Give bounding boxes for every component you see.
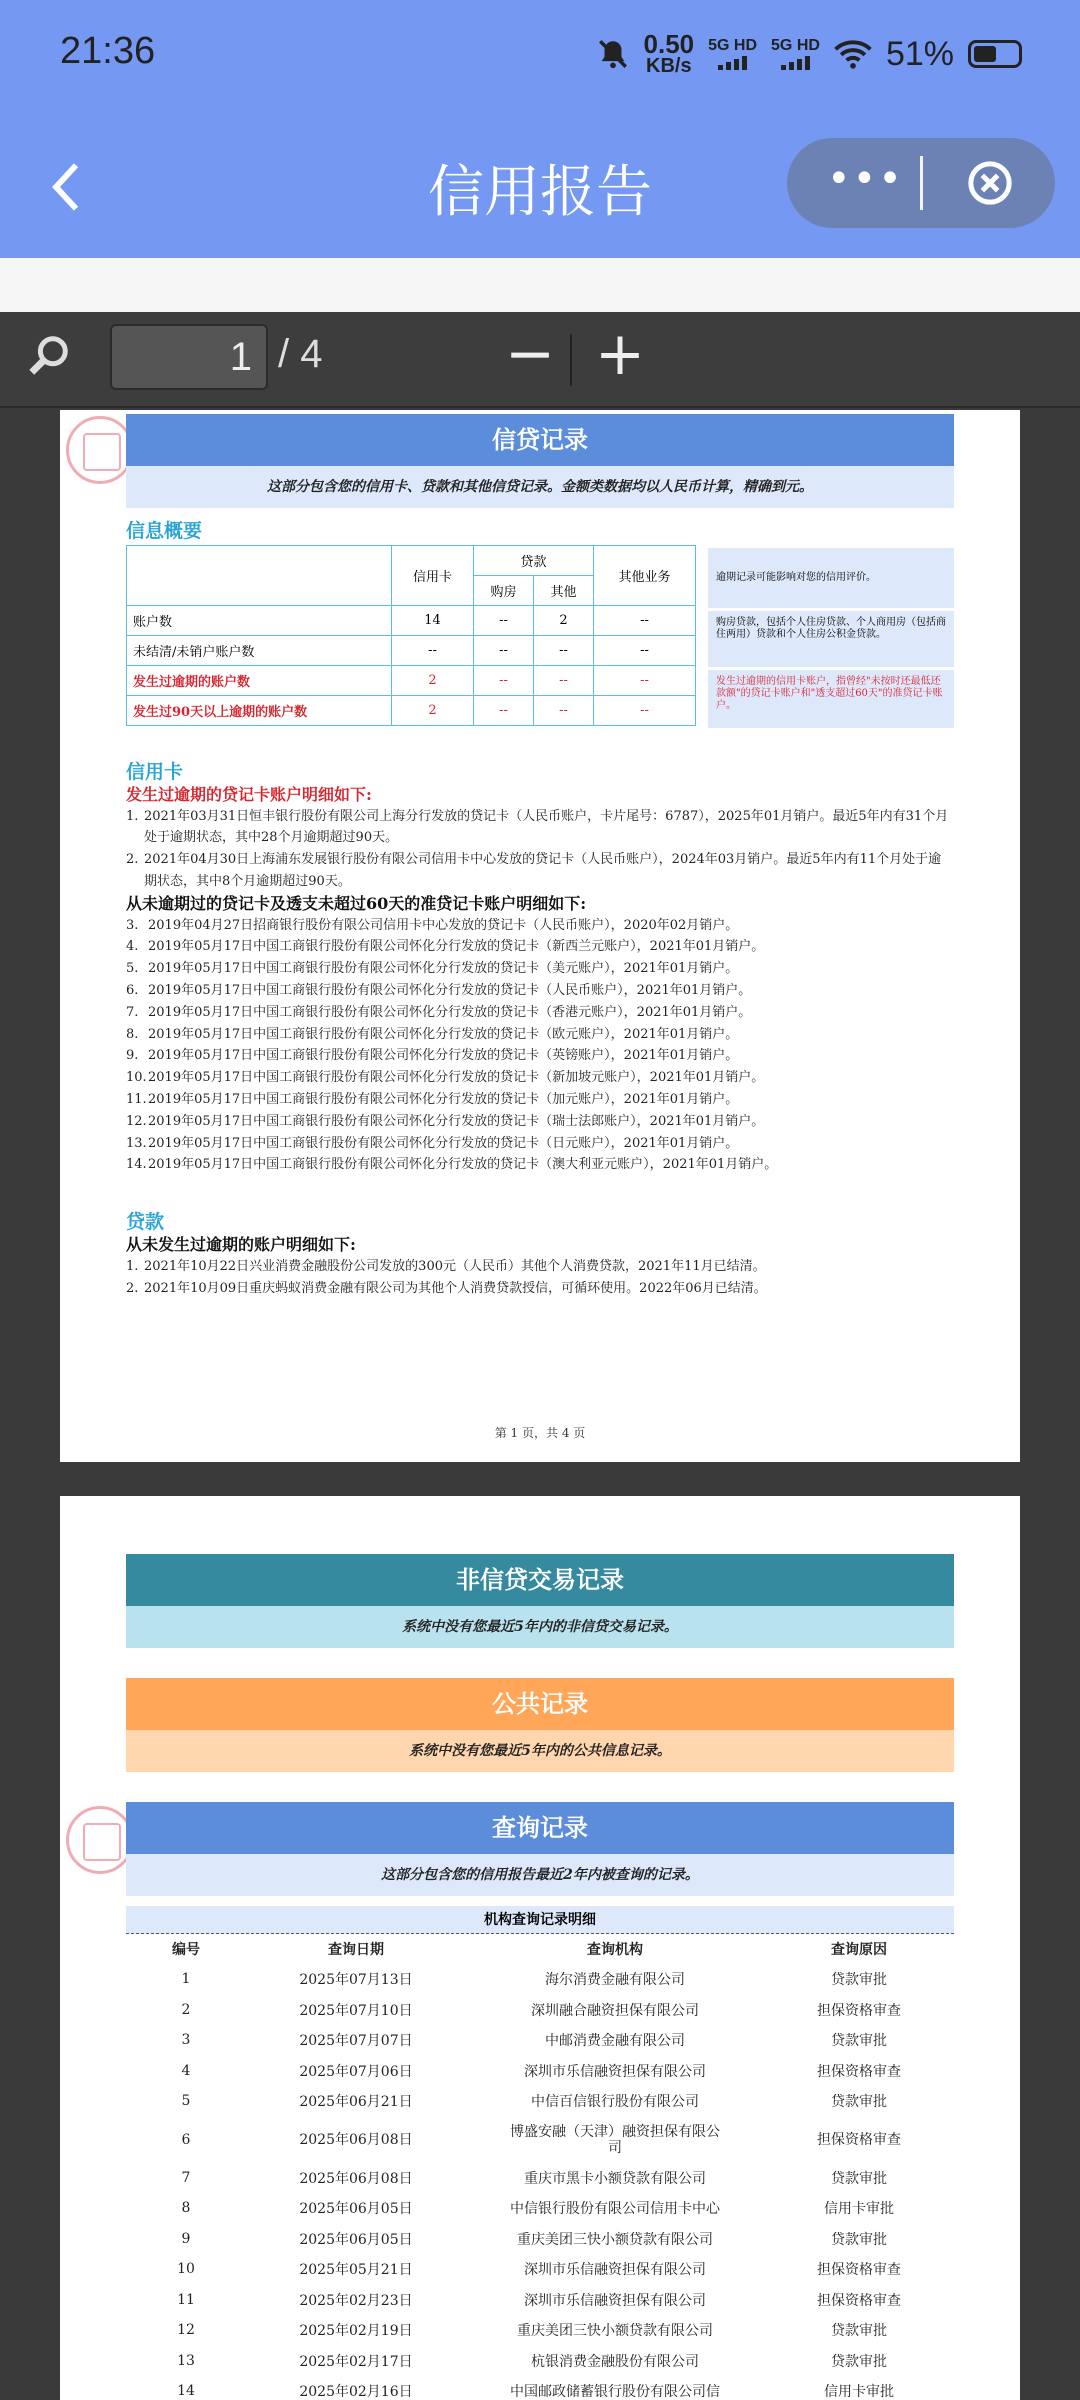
table-row: 13 2025年02月17日 杭银消费金融股份有限公司 贷款审批 — [177, 2352, 887, 2370]
overview-title: 信息概要 — [126, 520, 203, 542]
signal-2-label: 5G HD — [771, 37, 820, 54]
table-row: 10 2025年05月21日 深圳市乐信融资担保有限公司 担保资格审查 — [177, 2261, 901, 2279]
col-reason: 查询原因 — [831, 1942, 887, 1958]
pdf-page-2 — [60, 1496, 1020, 2400]
col-credit-card: 信用卡 — [392, 546, 474, 606]
list-item: 13. 2019年05月17日中国工商银行股份有限公司怀化分行发放的贷记卡（日元账户），2021年01月销户。 — [126, 1135, 739, 1151]
noncredit-title: 非信贷交易记录 — [126, 1554, 954, 1606]
cc-overdue-heading: 发生过逾期的贷记卡账户明细如下: — [126, 784, 372, 804]
header-spacer — [0, 258, 1080, 312]
table-row: 5 2025年06月21日 中信百信银行股份有限公司 贷款审批 — [181, 2093, 887, 2111]
list-item: 1. 2021年10月22日兴业消费金融股份公司发放的300元（人民币）其他个人消费贷款，2021年11月已结清。 — [126, 1258, 766, 1274]
list-item: 10. 2019年05月17日中国工商银行股份有限公司怀化分行发放的贷记卡（新加坡元账户），2021年01月销户。 — [126, 1070, 765, 1086]
list-item: 14. 2019年05月17日中国工商银行股份有限公司怀化分行发放的贷记卡（澳大利亚元账户），2021年01月销户。 — [126, 1157, 778, 1173]
table-row: 7 2025年06月08日 重庆市黑卡小额贷款有限公司 贷款审批 — [181, 2169, 887, 2187]
signal-bars-icon — [708, 54, 757, 70]
public-section — [126, 1678, 954, 1772]
net-speed-unit: KB/s — [646, 55, 692, 77]
query-header-row — [126, 1934, 954, 1964]
zoom-divider — [570, 334, 572, 386]
seal-stamp — [66, 416, 134, 484]
table-row: 2 2025年07月10日 深圳融合融资担保有限公司 担保资格审查 — [181, 2001, 901, 2019]
list-item: 1. 2021年03月31日恒丰银行股份有限公司上海分行发放的贷记卡（人民币账户，卡片尾号：6787），2025年01月销户。最近5年内有31个月处于逾期状态，其中28个月逾期超过90天。 — [126, 808, 949, 846]
capsule-divider — [920, 156, 923, 210]
title-bar — [0, 120, 1080, 250]
query-title: 查询记录 — [126, 1802, 954, 1854]
credit-section — [126, 414, 954, 1299]
overview-table — [126, 545, 696, 726]
list-item: 12. 2019年05月17日中国工商银行股份有限公司怀化分行发放的贷记卡（瑞士法郎账户），2021年01月销户。 — [126, 1113, 765, 1129]
table-row: 发生过90天以上逾期的账户数 2 -- -- -- — [127, 696, 696, 726]
table-row: 发生过逾期的账户数 2 -- -- -- — [127, 666, 696, 696]
list-item: 7. 2019年05月17日中国工商银行股份有限公司怀化分行发放的贷记卡（香港元账户），2021年01月销户。 — [126, 1004, 752, 1020]
col-other: 其他 — [534, 576, 594, 606]
pdf-page-1 — [60, 410, 1020, 1462]
table-row: 14 2025年02月16日 中国邮政储蓄银行股份有限公司信 信用卡审批 — [177, 2383, 894, 2400]
noncredit-subtitle: 系统中没有您最近5年内的非信贷交易记录。 — [126, 1606, 954, 1648]
page-title: 信用报告 — [428, 160, 652, 225]
pdf-toolbar — [0, 312, 1080, 408]
status-bar — [0, 0, 1080, 110]
table-row: 3 2025年07月07日 中邮消费金融有限公司 贷款审批 — [181, 2032, 887, 2050]
cc-title: 信用卡 — [126, 761, 184, 783]
credit-card-section — [126, 762, 954, 1176]
list-item: 11. 2019年05月17日中国工商银行股份有限公司怀化分行发放的贷记卡（加元账户），2021年01月销户。 — [126, 1091, 739, 1107]
table-row: 6 2025年06月08日 博盛安融（天津）融资担保有限公司 担保资格审查 — [181, 2123, 901, 2156]
table-row: 12 2025年02月19日 重庆美团三快小额贷款有限公司 贷款审批 — [177, 2322, 887, 2340]
list-item: 2. 2021年10月09日重庆蚂蚁消费金融有限公司为其他个人消费贷款授信，可循环使用。2022年06月已结清。 — [126, 1280, 767, 1296]
page-footer: 第 1 页，共 4 页 — [494, 1426, 586, 1440]
signal-1-label: 5G HD — [708, 37, 758, 54]
status-time: 21:36 — [60, 30, 156, 72]
note-overdue: 逾期记录可能影响对您的信用评价。 — [708, 548, 954, 608]
table-row: 4 2025年07月06日 深圳市乐信融资担保有限公司 担保资格审查 — [181, 2062, 901, 2080]
note-house-loan: 购房贷款，包括个人住房贷款、个人商用房（包括商住两用）贷款和个人住房公积金贷款。 — [708, 611, 954, 667]
list-item: 5. 2019年05月17日中国工商银行股份有限公司怀化分行发放的贷记卡（美元账户），2021年01月销户。 — [126, 961, 739, 977]
table-row: 11 2025年02月23日 深圳市乐信融资担保有限公司 担保资格审查 — [177, 2291, 901, 2309]
section-subtitle: 这部分包含您的信用卡、贷款和其他信贷记录。金额类数据均以人民币计算，精确到元。 — [126, 466, 954, 508]
page-number-input[interactable]: 1 — [110, 324, 268, 390]
col-loan: 贷款 — [474, 546, 594, 576]
loan-heading: 从未发生过逾期的账户明细如下: — [126, 1234, 356, 1254]
table-row: 9 2025年06月05日 重庆美团三快小额贷款有限公司 贷款审批 — [181, 2230, 887, 2248]
find-icon[interactable] — [26, 334, 72, 380]
mute-bell-icon — [596, 37, 630, 71]
public-title: 公共记录 — [126, 1678, 954, 1730]
col-org: 查询机构 — [587, 1942, 643, 1958]
query-subtitle: 这部分包含您的信用报告最近2年内被查询的记录。 — [126, 1854, 954, 1896]
signal-2 — [771, 38, 820, 70]
table-row: 未结清/未销户账户数 -- -- -- -- — [127, 636, 696, 666]
list-item: 9. 2019年05月17日中国工商银行股份有限公司怀化分行发放的贷记卡（英镑账户），2021年01月销户。 — [126, 1048, 739, 1064]
signal-bars-icon — [771, 54, 820, 70]
query-table — [126, 1934, 954, 2400]
more-icon[interactable]: ••• — [827, 156, 904, 202]
zoom-in-icon[interactable]: + — [594, 319, 646, 389]
query-caption: 机构查询记录明细 — [126, 1906, 954, 1934]
loan-section — [126, 1212, 954, 1299]
signal-1 — [708, 38, 757, 70]
battery-percent: 51% — [885, 34, 954, 73]
loan-title: 贷款 — [126, 1211, 165, 1234]
seal-stamp — [66, 1806, 134, 1874]
query-section — [126, 1802, 954, 2400]
table-row: 账户数 14 -- 2 -- — [127, 606, 696, 636]
public-subtitle: 系统中没有您最近5年内的公共信息记录。 — [126, 1730, 954, 1772]
list-item: 8. 2019年05月17日中国工商银行股份有限公司怀化分行发放的贷记卡（欧元账户），2021年01月销户。 — [126, 1026, 739, 1042]
col-date: 查询日期 — [328, 1942, 384, 1958]
cc-normal-heading: 从未逾期过的贷记卡及透支未超过60天的准贷记卡账户明细如下: — [126, 893, 587, 913]
note-overdue-card: 发生过逾期的信用卡账户，指曾经"未按时还最低还款额"的贷记卡账户和"透支超过60天"的准贷记卡账户。 — [708, 670, 954, 728]
col-house: 购房 — [474, 576, 534, 606]
net-speed-value: 0.50 — [643, 29, 695, 59]
page-total: / 4 — [278, 332, 323, 376]
col-num: 编号 — [172, 1942, 200, 1958]
list-item: 6. 2019年05月17日中国工商银行股份有限公司怀化分行发放的贷记卡（人民币账户），2021年01月销户。 — [126, 982, 752, 998]
section-title: 信贷记录 — [126, 414, 954, 466]
list-item: 4. 2019年05月17日中国工商银行股份有限公司怀化分行发放的贷记卡（新西兰元账户），2021年01月销户。 — [126, 939, 765, 955]
net-speed — [643, 29, 695, 77]
mini-program-capsule — [787, 138, 1055, 228]
col-other-business: 其他业务 — [594, 546, 696, 606]
overview-notes — [708, 548, 954, 728]
table-row: 1 2025年07月13日 海尔消费金融有限公司 贷款审批 — [181, 1971, 887, 1989]
table-row: 8 2025年06月05日 中信银行股份有限公司信用卡中心 信用卡审批 — [181, 2200, 894, 2218]
status-icons — [596, 29, 1022, 77]
noncredit-section — [126, 1554, 954, 1648]
battery-icon — [968, 40, 1022, 68]
zoom-out-icon[interactable]: − — [504, 319, 556, 389]
list-item: 2. 2021年04月30日上海浦东发展银行股份有限公司信用卡中心发放的贷记卡（人民币账户），2024年03月销户。最近5年内有11个月处于逾期状态，其中8个月逾期超过90天。 — [126, 852, 942, 889]
wifi-icon — [834, 38, 872, 70]
close-icon[interactable] — [967, 160, 1013, 206]
list-item: 3. 2019年04月27日招商银行股份有限公司信用卡中心发放的贷记卡（人民币账户），2020年02月销户。 — [126, 917, 739, 933]
app-header — [0, 0, 1080, 258]
overview-corner-cell — [127, 546, 392, 606]
